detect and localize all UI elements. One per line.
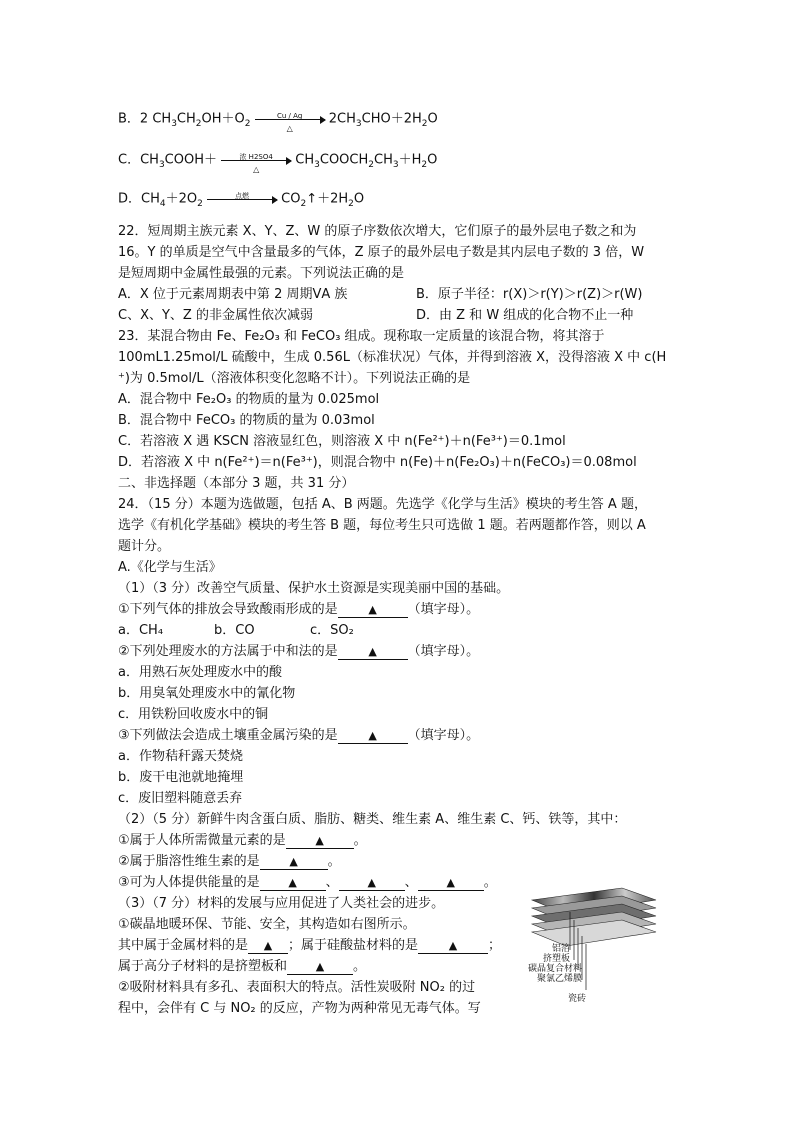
answer-blank[interactable]: ▲ — [338, 645, 408, 660]
q24-1-3-option-a: a．作物秸秆露天焚烧 — [118, 749, 243, 764]
q24-1-2: ②下列处理废水的方法属于中和法的是 ▲ （填字母）。 — [118, 644, 480, 659]
part-3-heading: （3）（7 分）材料的发展与应用促进了人类社会的进步。 — [118, 896, 445, 911]
q23-option-d: D．若溶液 X 中 n(Fe²⁺)＝n(Fe³⁺)，则混合物中 n(Fe)＋n(Fe₂O₃)＋n(FeCO₃)＝0.08mol — [118, 455, 637, 470]
q22-option-b: B．原子半径：r(X)＞r(Y)＞r(Z)＞r(W) — [416, 287, 643, 302]
q23-option-b: B．混合物中 FeCO₃ 的物质的量为 0.03mol — [118, 413, 375, 428]
q22-option-a: A．X 位于元素周期表中第 2 周期ⅤA 族 — [118, 287, 348, 302]
section-heading: 二、非选择题（本部分 3 题，共 31 分） — [118, 476, 355, 491]
answer-blank[interactable]: ▲ — [418, 939, 488, 954]
reaction-c: C．$CH_3COOH+$ 浓 H2SO4 △ $CH_3COOCH_2CH_3+H_2O$ — [118, 152, 438, 174]
q24-2-1: ①属于人体所需微量元素的是 ▲ 。 — [118, 833, 367, 848]
q22-stem-2: 16。Y 的单质是空气中含量最多的气体，Z 原子的最外层电子数是其内层电子数的 3 倍，W — [118, 245, 645, 260]
reaction-arrow: Cu / Ag △ — [255, 110, 325, 128]
answer-blank[interactable]: ▲ — [287, 960, 353, 975]
q24-3-2-line1: ②吸附材料具有多孔、表面积大的特点。活性炭吸附 NO₂ 的过 — [118, 980, 476, 995]
q24-1-2-option-c: c．用铁粉回收废水中的铜 — [118, 707, 269, 722]
answer-blank[interactable]: ▲ — [338, 603, 408, 618]
q24-1-3-option-c: c．废旧塑料随意丢弃 — [118, 791, 243, 806]
reaction-b: B．2 $CH_3CH_2OH+O_2$ Cu / Ag △ $2CH_3CHO+2H_2O$ — [118, 111, 438, 133]
q24-2-2: ②属于脂溶性维生素的是 ▲ 。 — [118, 854, 341, 869]
q24-1-3-option-b: b．废干电池就地掩埋 — [118, 770, 244, 785]
figure-label: 碳晶复合材料 — [527, 964, 582, 974]
q22-option-d: D．由 Z 和 W 组成的化合物不止一种 — [416, 308, 634, 323]
figure-labels — [534, 944, 570, 964]
figure-label: 聚氯乙烯膜 — [536, 974, 582, 984]
part-2-heading: （2）（5 分）新鲜牛肉含蛋白质、脂肪、糖类、维生素 A、维生素 C、钙、铁等，其中： — [118, 812, 627, 827]
q22-option-c: C、X、Y、Z 的非金属性依次减弱 — [118, 308, 313, 323]
q24-2-3: ③可为人体提供能量的是 ▲ 、 ▲ 、 ▲ 。 — [118, 875, 497, 890]
q23-option-a: A．混合物中 Fe₂O₃ 的物质的量为 0.025mol — [118, 392, 380, 407]
figure-labels-lower — [524, 964, 582, 984]
q24-3-2-line2: 程中，会伴有 C 与 NO₂ 的反应，产物为两种常见无毒气体。写 — [118, 1001, 481, 1016]
figure-label: 挤塑板 — [542, 954, 570, 964]
q24-stem-2: 选学《有机化学基础》模块的考生答 B 题，每位考生只可选做 1 题。若两题都作答，则以 A — [118, 518, 646, 533]
q22-stem-3: 是短周期中金属性最强的元素。下列说法正确的是 — [118, 266, 405, 281]
answer-blank[interactable]: ▲ — [338, 729, 408, 744]
q24-1-2-option-b: b．用臭氧处理废水中的氰化物 — [118, 686, 296, 701]
q24-1-2-option-a: a．用熟石灰处理废水中的酸 — [118, 665, 282, 680]
q23-stem-1: 23．某混合物由 Fe、Fe₂O₃ 和 FeCO₃ 组成。现称取一定质量的该混合物，将其溶于 — [118, 329, 605, 344]
q22-stem-1: 22．短周期主族元素 X、Y、Z、W 的原子序数依次增大，它们原子的最外层电子数之和为 — [118, 224, 637, 239]
q24-3-1-blanks: 其中属于金属材料的是 ▲ ；属于硅酸盐材料的是 ▲ ； — [118, 938, 502, 953]
reaction-d: D．$CH_4+2O_2$ 点燃 $CO_2↑+2H_2O$ — [118, 191, 365, 210]
q24-1-3: ③下列做法会造成土壤重金属污染的是 ▲ （填字母）。 — [118, 728, 480, 743]
q23-stem-2: 100mL1.25mol/L 硫酸中，生成 0.56L（标准状况）气体，并得到溶液 X，没得溶液 X 中 c(H — [118, 350, 667, 365]
q24-stem-3: 题计分。 — [118, 539, 171, 554]
answer-blank[interactable]: ▲ — [260, 855, 328, 870]
layer-structure-figure — [524, 884, 664, 1014]
answer-blank[interactable]: ▲ — [248, 939, 288, 954]
answer-blank[interactable]: ▲ — [418, 876, 484, 891]
reaction-arrow: 浓 H2SO4 △ — [221, 151, 291, 169]
figure-label: 铝箔 — [551, 944, 570, 954]
part-a-heading: A.《化学与生活》 — [118, 560, 222, 575]
q24-3-1-polymer: 属于高分子材料的是挤塑板和 ▲ 。 — [118, 959, 367, 974]
reaction-arrow: 点燃 — [207, 190, 277, 208]
part-1-heading: （1）（3 分）改善空气质量、保护水土资源是实现美丽中国的基础。 — [118, 581, 510, 596]
answer-blank[interactable]: ▲ — [286, 834, 354, 849]
q24-stem-1: 24．（15 分）本题为选做题，包括 A、B 两题。先选学《化学与生活》模块的考生答 A 题， — [118, 497, 647, 512]
q24-3-1: ①碳晶地暖环保、节能、安全，其构造如右图所示。 — [118, 917, 416, 932]
q23-option-c: C．若溶液 X 遇 KSCN 溶液显红色，则溶液 X 中 n(Fe²⁺)＋n(Fe³⁺)＝0.1mol — [118, 434, 566, 449]
answer-blank[interactable]: ▲ — [339, 876, 405, 891]
answer-blank[interactable]: ▲ — [260, 876, 326, 891]
q24-1-1: ①下列气体的排放会导致酸雨形成的是 ▲ （填字母）。 — [118, 602, 480, 617]
q23-stem-3: ⁺)为 0.5mol/L（溶液体积变化忽略不计）。下列说法正确的是 — [118, 371, 471, 386]
figure-label: 瓷砖 — [568, 994, 587, 1004]
